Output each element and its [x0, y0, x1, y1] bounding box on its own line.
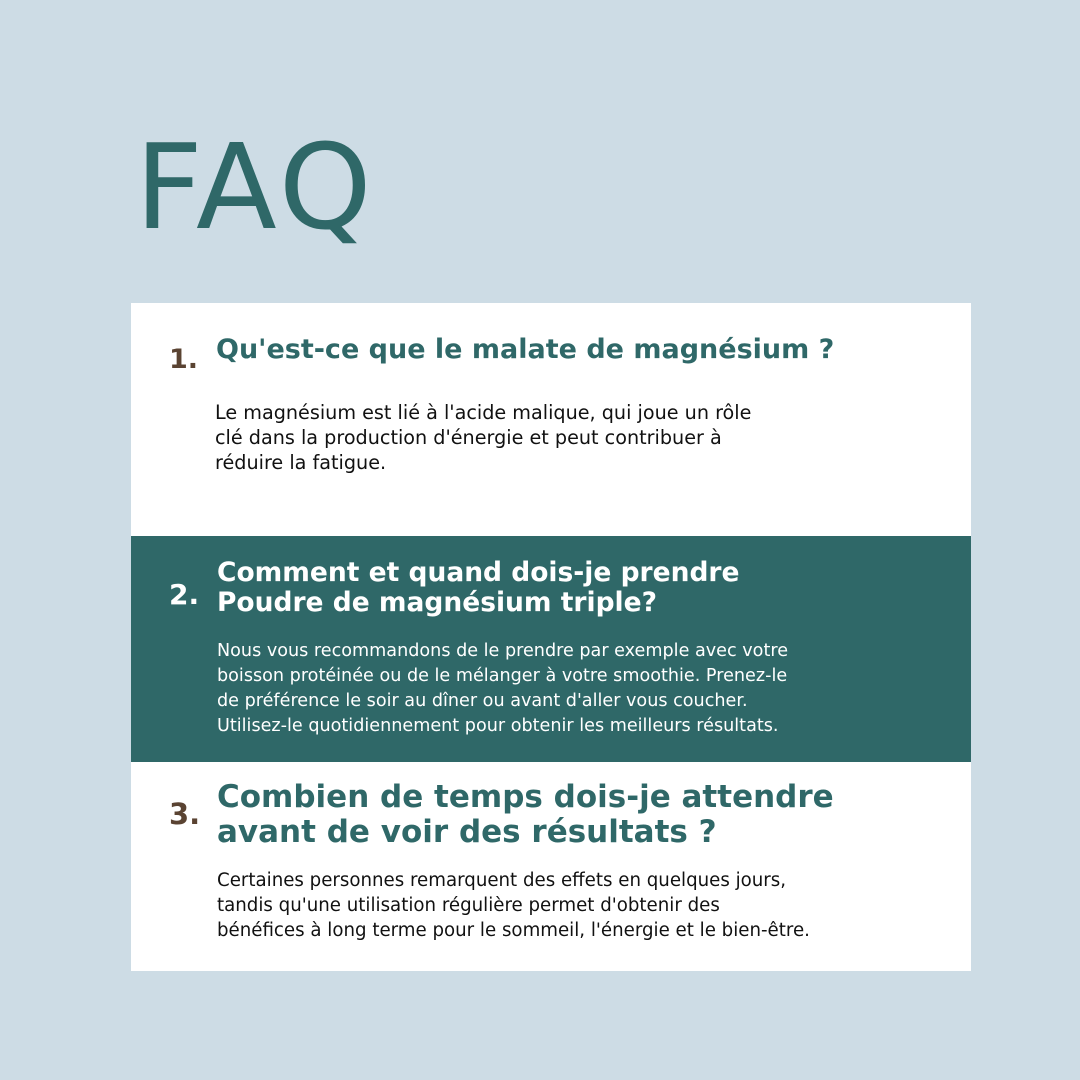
question-line: Combien de temps dois-je attendre [217, 779, 834, 815]
answer-line: réduire la fatigue. [215, 451, 387, 474]
answer-line: clé dans la production d'énergie et peut contribuer à [215, 426, 722, 449]
question-line: Qu'est-ce que le malate de magnésium ? [216, 334, 835, 365]
faq-item-3 [131, 762, 971, 971]
faq-number: 1. [169, 344, 199, 375]
answer-line: Certaines personnes remarquent des effets en quelques jours, [217, 870, 787, 891]
answer-line: Utilisez-le quotidiennement pour obtenir les meilleurs résultats. [217, 716, 779, 736]
faq-card [131, 303, 971, 971]
faq-answer [217, 868, 810, 943]
answer-line: Nous vous recommandons de le prendre par exemple avec votre [217, 641, 789, 661]
question-line: Comment et quand dois-je prendre [217, 557, 740, 588]
page-title: FAQ [135, 118, 376, 256]
faq-answer [217, 639, 788, 739]
faq-question [217, 780, 834, 850]
faq-question [217, 558, 739, 618]
question-line: avant de voir des résultats ? [217, 814, 717, 850]
faq-number: 2. [169, 578, 200, 611]
faq-answer [215, 400, 751, 475]
faq-number: 3. [169, 797, 201, 831]
question-line: Poudre de magnésium triple? [217, 587, 657, 618]
faq-question [216, 336, 834, 363]
answer-line: de préférence le soir au dîner ou avant d'aller vous coucher. [217, 691, 748, 711]
answer-line: Le magnésium est lié à l'acide malique, qui joue un rôle [215, 401, 752, 424]
answer-line: bénéfices à long terme pour le sommeil, l'énergie et le bien-être. [217, 920, 810, 941]
answer-line: boisson protéinée ou de le mélanger à votre smoothie. Prenez-le [217, 666, 788, 686]
answer-line: tandis qu'une utilisation régulière permet d'obtenir des [217, 895, 720, 916]
faq-item-1 [131, 303, 971, 536]
faq-item-2 [131, 536, 971, 762]
